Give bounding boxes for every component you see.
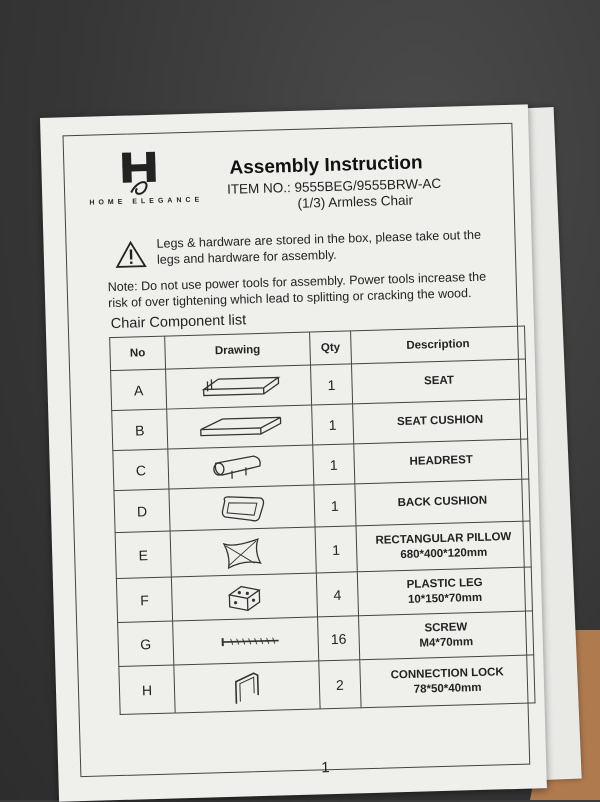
row-dimensions: 78*50*40mm	[413, 681, 482, 696]
component-table	[109, 326, 535, 715]
row-no: F	[116, 577, 172, 623]
power-tools-note: Note: Do not use power tools for assembly. Power tools increase the risk of over tightening which lead to splitting or cracking the wood.	[107, 269, 487, 311]
table-row	[119, 655, 535, 715]
page-number: 1	[321, 759, 330, 777]
row-no: H	[119, 665, 175, 715]
connection-lock-icon	[201, 666, 292, 708]
header-qty: Qty	[310, 331, 352, 365]
header-no: No	[110, 336, 166, 371]
headrest-icon	[195, 451, 286, 484]
seat-frame-icon	[193, 371, 284, 404]
pillow-icon	[198, 532, 289, 572]
component-list-title: Chair Component list	[110, 312, 247, 333]
screw-icon	[200, 630, 291, 653]
row-no: E	[115, 531, 171, 579]
page-title: Assembly Instruction	[229, 152, 423, 179]
brand-logo	[88, 149, 204, 222]
warning-text: Legs & hardware are stored in the box, please take out the legs and hardware for assembly.	[156, 227, 482, 267]
row-description: BACK CUSHION	[397, 494, 488, 510]
row-qty: 4	[316, 572, 358, 617]
row-qty: 16	[318, 616, 360, 661]
back-cushion-icon	[197, 491, 288, 526]
row-description: RECTANGULAR PILLOW	[375, 530, 512, 547]
row-qty: 1	[314, 484, 356, 527]
page-frame	[62, 123, 530, 777]
plastic-leg-icon	[199, 579, 290, 615]
brand-name: HOME ELEGANCE	[89, 196, 204, 207]
row-qty: 1	[315, 526, 357, 573]
row-dimensions: 10*150*70mm	[407, 591, 483, 606]
h-monogram-icon	[110, 149, 171, 199]
row-dimensions: M4*70mm	[419, 635, 474, 650]
seat-cushion-icon	[194, 411, 285, 444]
row-dimensions: 680*400*120mm	[400, 546, 488, 561]
row-no: A	[111, 369, 167, 411]
row-qty: 1	[313, 444, 355, 485]
page-subtitle: (1/3) Armless Chair	[297, 192, 414, 211]
row-description: SCREW	[424, 620, 468, 634]
row-description: SEAT CUSHION	[396, 413, 484, 429]
row-qty: 2	[319, 660, 361, 709]
row-no: G	[118, 621, 174, 667]
header-description: Description	[351, 326, 526, 364]
row-description: HEADREST	[409, 454, 474, 468]
row-description: PLASTIC LEG	[406, 576, 483, 591]
row-description: SEAT	[423, 374, 455, 388]
instruction-sheet	[40, 104, 547, 801]
row-no: C	[113, 449, 169, 491]
row-no: B	[112, 409, 168, 451]
row-description: CONNECTION LOCK	[390, 665, 504, 681]
row-qty: 1	[311, 364, 353, 405]
warning-icon	[114, 240, 147, 269]
header-drawing: Drawing	[165, 332, 311, 369]
row-no: D	[114, 489, 170, 533]
row-qty: 1	[312, 404, 354, 445]
item-number: ITEM NO.: 9555BEG/9555BRW-AC	[226, 175, 442, 197]
